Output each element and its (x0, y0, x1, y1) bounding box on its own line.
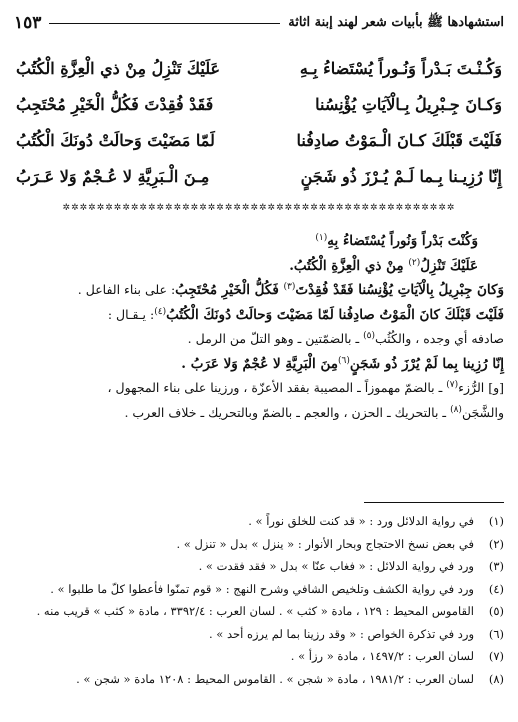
footnote-text: في رواية الدلائل ورد : « قد كنت للخلق نوراً » . (248, 514, 474, 528)
footnote-text: في بعض نسخ الاحتجاج وبحار الأنوار : « ينزل » بدل « تنزل » . (176, 536, 474, 551)
footnote-7 (14, 645, 504, 668)
footnote-1 (14, 510, 504, 533)
commentary-line-1 (14, 226, 504, 251)
commentary-line-2 (14, 251, 504, 276)
quoted-verse: فَلَيْتَ قَبْلَكَ كانَ الْمَوْتُ صادِفُنا لَمّا مَضَيْتَ وَحالَتْ دُونَكَ الْكُتُبُ (166, 306, 504, 323)
footnote-ref: (١) (315, 233, 328, 243)
commentary-block (14, 226, 504, 422)
footnote-2 (14, 533, 504, 556)
footnote-text: القاموس المحيط : ١٢٩ ، مادة « كثب » . لسان العرب : ٣٣٩٢/٤ ، مادة « كثب » قريب منه . (36, 604, 474, 618)
page-number: ١٥٣ (14, 13, 42, 33)
verse-1-first-hemistich: وَكُـنْـتَ بَـدْراً وَنُـوراً يُسْتَضاءُ بِـهِ (299, 58, 502, 78)
commentary-text: صادفه أي وجده ، والكُثُب (375, 331, 504, 347)
footnote-ref: (٣) (283, 282, 296, 292)
verse-4-first-hemistich: إِنّا رُزِيـنا بِـما لَـمْ يُـرْزَ ذُو شَجَنٍ (300, 166, 502, 186)
footnote-number: (١) (488, 514, 504, 528)
quoted-verse: وَكانَ جِبْرِيلُ بِالْآيَاتِ يُؤْنِسُنا فَقَدْ فُقِدْتَ (295, 282, 504, 299)
footnote-text: ورد في تذكرة الخواص : « وقد رزينا بما لم يرزه أحد » . (208, 626, 474, 641)
verse-4-second-hemistich: مِـنَ الْـبَرِيَّةِ لا عُـجْمٌ وَلا عَـرَبُ (16, 166, 210, 186)
commentary-line-6 (14, 349, 504, 374)
verse-2 (16, 86, 502, 122)
verse-3-second-hemistich: لَمّا مَضَيْتَ وَحالَتْ دُونَكَ الْكُتُبُ (16, 130, 215, 150)
commentary-text: : على بناء الفاعل . (77, 282, 176, 298)
footnote-ref: (٢) (408, 257, 421, 268)
footnote-ref: (٨) (450, 404, 462, 415)
footnote-text: لسان العرب : ١٤٩٧/٢ ، مادة « رزأ » . (290, 649, 474, 663)
footnote-4 (14, 578, 504, 601)
quoted-verse: فَكُلُّ الْخَيْرِ مُحْتَجِبُ (175, 282, 284, 299)
footnote-5 (14, 600, 504, 623)
footnote-ref: (٧) (446, 380, 459, 390)
footnote-ref: (٤) (154, 306, 167, 317)
footnote-number: (٤) (488, 581, 504, 596)
quoted-verse: مِنَ الْبَرِيَّةِ لا عُجْمٌ وَلا عَرَبُ . (181, 355, 338, 372)
poem-block (16, 50, 502, 194)
quoted-verse: عَلَيْكَ تَنْزِلُ (420, 257, 478, 274)
commentary-text: ـ بالضمّ مهموزاً ـ المصيبة بفقد الأعزّة ، ورزينا على بناء المجهول ، (107, 380, 447, 396)
footnote-text: لسان العرب : ١٩٨١/٢ ، مادة « شجن » . القاموس المحيط : ١٢٠٨ مادة « شجن » . (76, 671, 474, 686)
commentary-line-8 (14, 398, 504, 423)
commentary-line-7 (14, 373, 504, 398)
footnote-separator (364, 502, 504, 503)
verse-2-first-hemistich: وَكـانَ جِـبْرِيلُ بِـالْآيَاتِ يُؤْنِسُنا (315, 94, 502, 114)
commentary-text: : يـقـال : (107, 306, 155, 322)
footnotes-block (14, 510, 504, 690)
verse-1-second-hemistich: عَلَيْكَ تَنْزِلُ مِنْ ذي الْعِزَّةِ الْكُتُبُ (16, 58, 221, 78)
ornamental-divider: ✲✲✲✲✲✲✲✲✲✲✲✲✲✲✲✲✲✲✲✲✲✲✲✲✲✲✲✲✲✲✲✲✲✲✲✲✲✲✲✲✲✲✲✲✲✲ (62, 203, 456, 213)
footnote-ref: (٦) (337, 355, 350, 366)
verse-4 (16, 158, 502, 194)
commentary-text: [و] الرُّزء (458, 380, 504, 396)
verse-2-second-hemistich: فَقَدْ فُقِدْتَ فَكُلُّ الْخَيْرِ مُحْتَجِبُ (16, 94, 214, 114)
footnote-number: (٣) (488, 559, 504, 573)
quoted-verse: مِنْ ذي الْعِزَّةِ الْكُتُبُ. (289, 257, 409, 274)
footnote-number: (٨) (488, 671, 504, 686)
footnote-number: (٢) (488, 536, 504, 551)
quoted-verse: وَكُنْتَ بَدْراً وَنُوراً يُسْتَضاءُ بِهِ (327, 233, 478, 250)
footnote-3 (14, 555, 504, 578)
commentary-line-5 (14, 324, 504, 349)
footnote-text: ورد في رواية الكشف وتلخيص الشافي وشرح النهج : « قوم تمنّوا فأعطوا كلّ ما طلبوا » . (50, 581, 474, 596)
footnote-text: ورد في رواية الدلائل : « فغاب عنّا » بدل « فقد فقدت » . (198, 559, 474, 573)
verse-3 (16, 122, 502, 158)
commentary-line-4 (14, 300, 504, 325)
running-header (14, 8, 504, 38)
commentary-text: والشَّجَن (461, 404, 504, 420)
commentary-text: ـ بالضمّتين ـ وهو التلّ من الرمل . (187, 331, 364, 347)
footnote-number: (٦) (488, 626, 504, 641)
verse-1 (16, 50, 502, 86)
footnote-8 (14, 668, 504, 691)
footnote-number: (٧) (488, 649, 504, 663)
commentary-line-3 (14, 275, 504, 300)
quoted-verse: إِنّا رُزِينا بِما لَمْ يُرْزَ ذُو شَجَنٍ (349, 355, 504, 372)
header-title: استشهادها ﷺ بأبيات شعر لهند إبنة اثاثة (288, 14, 504, 30)
footnote-number: (٥) (488, 604, 504, 618)
commentary-text: ـ بالتحريك ـ الحزن ، والعجم ـ بالضمّ وبالتحريك ـ خلاف العرب . (124, 404, 451, 420)
verse-3-first-hemistich: فَلَيْتَ قَبْلَكَ كـانَ الْـمَوْتُ صادِفُنا (296, 130, 502, 150)
footnote-6 (14, 623, 504, 646)
header-rule (49, 23, 280, 24)
footnote-ref: (٥) (363, 331, 375, 341)
